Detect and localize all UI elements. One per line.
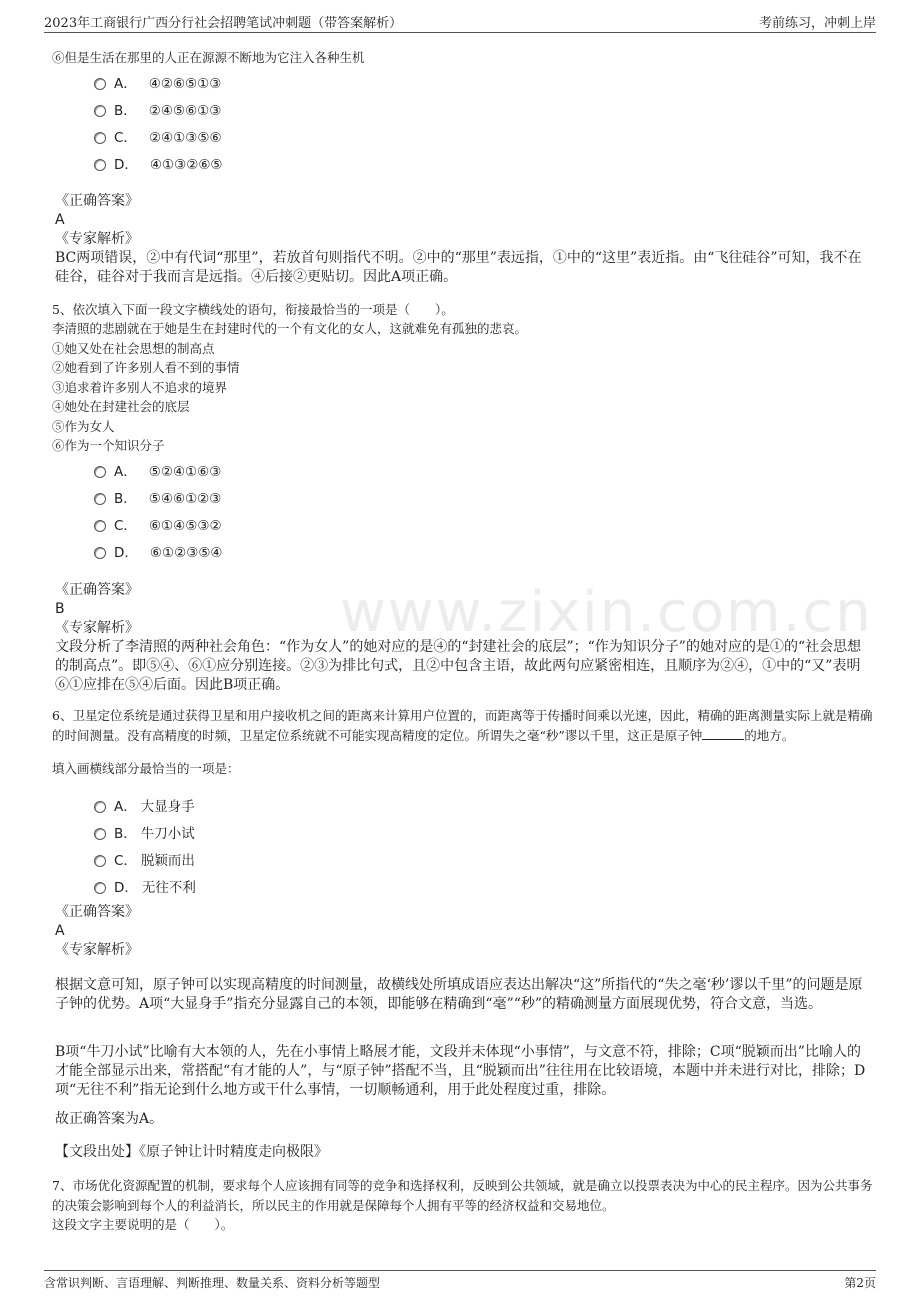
q5-option-c[interactable]: C． ⑥①④⑤③②: [94, 514, 222, 534]
q5-option-b[interactable]: B． ⑤④⑥①②③: [94, 487, 221, 507]
q5-item-2: ②她看到了许多别人看不到的事情: [52, 360, 240, 375]
q5-answer: B: [55, 601, 65, 617]
watermark: www.zixin.com.cn: [340, 580, 873, 645]
radio-icon[interactable]: [94, 159, 106, 171]
q6-analysis-2: B项“牛刀小试”比喻有大本领的人，先在小事情上略展才能，文段并未体现“小事情”，与文意不符，排除；C项“脱颖而出”比喻人的才能全部显示出来，常搭配“有才能的人”，与“原子钟”搭配不当，且“脱颖而出”往往用在比较语境，本题中并未进行对比，排除；D项“无往不利”指无论到什么地方或干什么事情，一切顺畅通利，用于此处程度过重，排除。: [55, 1044, 866, 1098]
q6-conclusion: 故正确答案为A。: [55, 1111, 164, 1127]
q4-item-6: ⑥但是生活在那里的人正在源源不断地为它注入各种生机: [52, 50, 365, 65]
q4-answer-label: 《正确答案》: [55, 193, 139, 209]
radio-icon[interactable]: [94, 801, 106, 813]
q6-answer-label: 《正确答案》: [55, 904, 139, 920]
footer-categories: 含常识判断、言语理解、判断推理、数量关系、资料分析等题型: [44, 1276, 381, 1290]
q6-prompt: 填入画横线部分最恰当的一项是：: [52, 761, 240, 776]
q6-option-a[interactable]: A． 大显身手: [94, 795, 195, 815]
q6-option-c[interactable]: C． 脱颖而出: [94, 849, 195, 869]
page-header: [44, 10, 876, 33]
document-title: 2023年工商银行广西分行社会招聘笔试冲刺题（带答案解析）: [44, 16, 403, 31]
q5-item-1: ①她又处在社会思想的制高点: [52, 341, 215, 356]
q5-stem: 5、依次填入下面一段文字横线处的语句，衔接最恰当的一项是（ ）。: [52, 302, 454, 317]
q5-option-a[interactable]: A． ⑤②④①⑥③: [94, 460, 221, 480]
q4-option-a[interactable]: A． ④②⑥⑤①③: [94, 72, 221, 92]
page-footer: [44, 1270, 876, 1293]
radio-icon[interactable]: [94, 78, 106, 90]
radio-icon[interactable]: [94, 547, 106, 559]
radio-icon[interactable]: [94, 882, 106, 894]
radio-icon[interactable]: [94, 466, 106, 478]
q5-item-6: ⑥作为一个知识分子: [52, 438, 165, 453]
q6-option-b[interactable]: B． 牛刀小试: [94, 822, 195, 842]
q5-item-3: ③追求着许多别人不追求的境界: [52, 380, 228, 395]
radio-icon[interactable]: [94, 105, 106, 117]
q6-stem: 6、卫星定位系统是通过获得卫星和用户接收机之间的距离来计算用户位置的，而距离等于传播时间乘以光速，因此，精确的距离测量实际上就是精确的时间测量。没有高精度的时频，卫星定位系统就不可能实现高精度的定位。所谓失之毫“秒”谬以千里，这正是原子钟 的地方。: [52, 708, 873, 743]
q5-item-4: ④她处在封建社会的底层: [52, 399, 190, 414]
q5-item-5: ⑤作为女人: [52, 419, 115, 434]
q5-analysis-label: 《专家解析》: [55, 620, 139, 636]
q6-answer: A: [55, 923, 65, 939]
q6-source: 【文段出处】《原子钟让计时精度走向极限》: [55, 1144, 328, 1160]
answer-blank: [702, 727, 744, 740]
radio-icon[interactable]: [94, 493, 106, 505]
q4-option-c[interactable]: C． ②④①③⑤⑥: [94, 126, 222, 146]
q4-option-d[interactable]: D． ④①③②⑥⑤: [94, 153, 223, 173]
q5-answer-label: 《正确答案》: [55, 582, 139, 598]
q4-analysis-label: 《专家解析》: [55, 231, 139, 247]
q5-analysis: 文段分析了李清照的两种社会角色：“作为女人”的她对应的是④的“封建社会的底层”；“作为知识分子”的她对应的是①的“社会思想的制高点”。即⑤④、⑥①应分别连接。②③为排比句式，且②中包含主语，故此两句应紧密相连，且顺序为②④，①中的“又”表明⑥①应排在⑤④后面。因此B项正确。: [55, 639, 862, 693]
radio-icon[interactable]: [94, 828, 106, 840]
q7-prompt: 这段文字主要说明的是（ ）。: [52, 1217, 234, 1232]
page-number: 第2页: [844, 1276, 876, 1290]
q4-option-b[interactable]: B． ②④⑤⑥①③: [94, 99, 221, 119]
q6-analysis-label: 《专家解析》: [55, 942, 139, 958]
q4-analysis: BC两项错误，②中有代词“那里”，若放首句则指代不明。②中的“那里”表远指，①中的“这里”表近指。由“飞往硅谷”可知，我不在硅谷，硅谷对于我而言是远指。④后接②更贴切。因此A项正确。: [55, 250, 862, 285]
radio-icon[interactable]: [94, 132, 106, 144]
q4-answer: A: [55, 212, 65, 228]
q5-option-d[interactable]: D． ⑥①②③⑤④: [94, 541, 223, 561]
q6-analysis-1: 根据文意可知，原子钟可以实现高精度的时间测量，故横线处所填成语应表达出解决“这”所指代的“失之毫‘秒’谬以千里”的问题是原子钟的优势。A项“大显身手”指充分显露自己的本领，即能够在精确到“毫”“秒”的精确测量方面展现优势，符合文意，当选。: [55, 977, 863, 1012]
radio-icon[interactable]: [94, 855, 106, 867]
header-slogan: 考前练习，冲刺上岸: [758, 16, 876, 31]
q7-stem: 7、市场优化资源配置的机制，要求每个人应该拥有同等的竞争和选择权利，反映到公共领域，就是确立以投票表决为中心的民主程序。因为公共事务的决策会影响到每个人的利益消长，所以民主的作用就是保障每个人拥有平等的经济权益和交易地位。: [52, 1178, 873, 1213]
q6-option-d[interactable]: D． 无往不利: [94, 876, 196, 896]
q5-context: 李清照的悲剧就在于她是生在封建时代的一个有文化的女人，这就难免有孤独的悲哀。: [52, 321, 528, 336]
radio-icon[interactable]: [94, 520, 106, 532]
